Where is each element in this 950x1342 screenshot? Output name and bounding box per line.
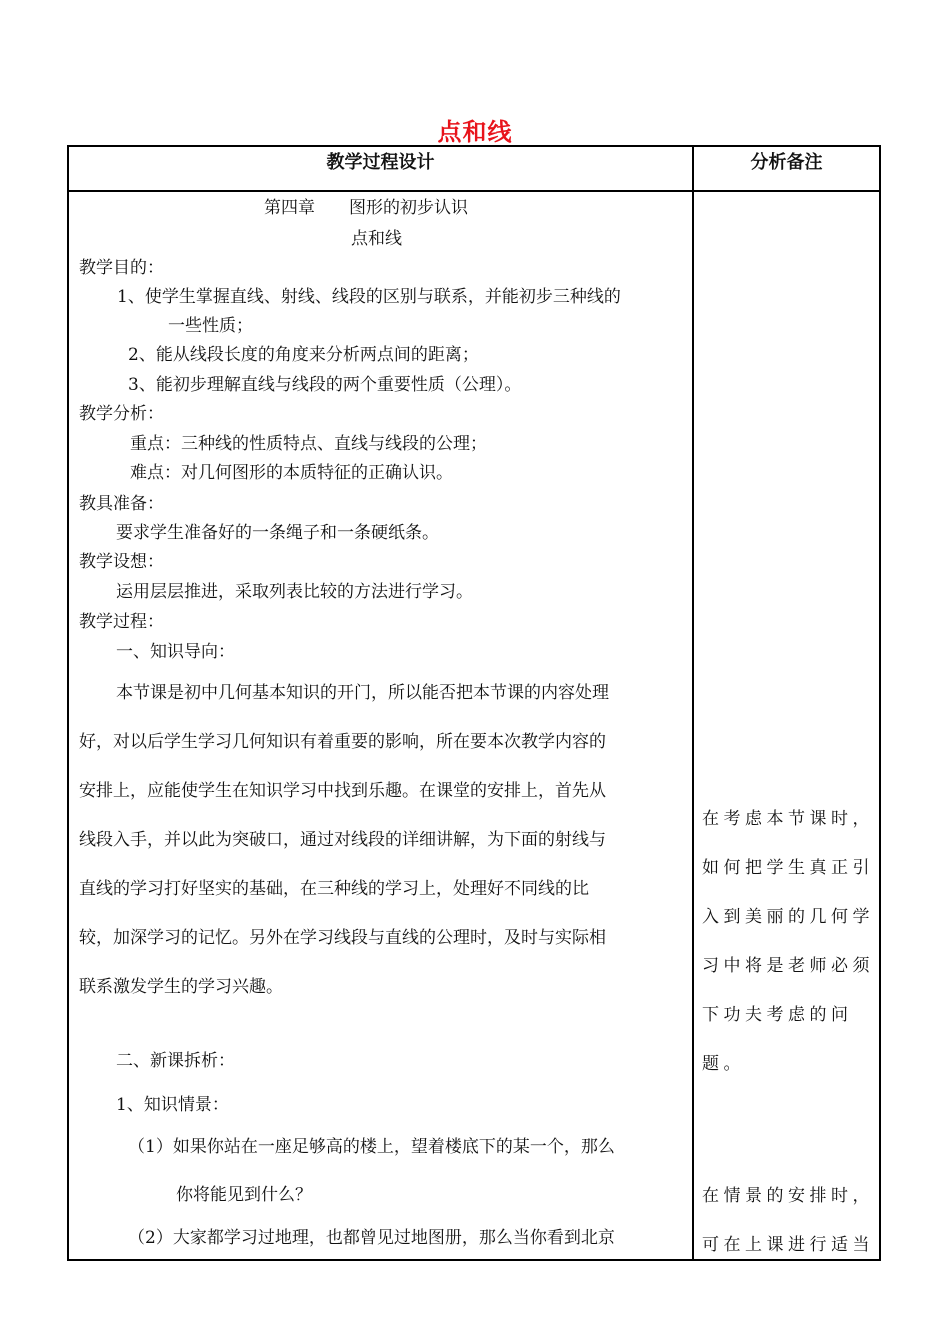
section-2-heading: 二、新课拆析： <box>116 1051 235 1071</box>
note-line: 在情景的安排时， <box>702 1186 874 1206</box>
objective-1: 1、使学生掌握直线、射线、线段的区别与联系，并能初步三种线的 <box>117 287 621 307</box>
paragraph-line: 联系激发学生的学习兴趣。 <box>79 977 283 997</box>
paragraph-line: 好，对以后学生学习几何知识有着重要的影响，所在要本次教学内容的 <box>79 732 606 752</box>
objectives-heading: 教学目的： <box>79 258 164 278</box>
note-line: 习中将是老师必须 <box>702 956 874 976</box>
question-1-continued: 你将能见到什么？ <box>176 1185 312 1205</box>
concept-text: 运用层层推进，采取列表比较的方法进行学习。 <box>116 582 473 602</box>
paragraph-line: 直线的学习打好坚实的基础，在三种线的学习上，处理好不同线的比 <box>79 879 589 899</box>
note-line: 题。 <box>702 1054 745 1074</box>
tools-text: 要求学生准备好的一条绳子和一条硬纸条。 <box>116 523 439 543</box>
process-heading: 教学过程： <box>79 612 164 632</box>
intro-paragraph <box>79 669 681 1012</box>
key-point: 重点：三种线的性质特点、直线与线段的公理； <box>130 434 487 454</box>
objective-1-continued: 一些性质； <box>168 316 253 336</box>
paragraph-line: 较，加深学习的记忆。另外在学习线段与直线的公理时，及时与实际相 <box>79 928 606 948</box>
analysis-note-1 <box>702 795 872 1089</box>
note-line: 下功夫考虑的问 <box>702 1005 853 1025</box>
chapter-heading: 第四章 图形的初步认识 <box>264 198 468 218</box>
analysis-heading: 教学分析： <box>79 404 164 424</box>
note-line: 可在上课进行适当 <box>702 1235 874 1255</box>
notes-column-header: 分析备注 <box>750 152 823 173</box>
page-title: 点和线 <box>437 118 513 146</box>
header-divider <box>69 190 879 192</box>
objective-3: 3、能初步理解直线与线段的两个重要性质（公理）。 <box>128 375 522 395</box>
question-1: （1）如果你站在一座足够高的楼上，望着楼底下的某一个，那么 <box>128 1137 615 1157</box>
paragraph-line: 安排上，应能使学生在知识学习中找到乐趣。在课堂的安排上，首先从 <box>79 781 606 801</box>
objective-2: 2、能从线段长度的角度来分析两点间的距离； <box>128 345 479 365</box>
section-1-heading: 一、知识导向： <box>116 642 235 662</box>
concept-heading: 教学设想： <box>79 552 164 572</box>
lesson-subtitle: 点和线 <box>351 229 402 249</box>
tools-heading: 教具准备： <box>79 494 164 514</box>
column-divider <box>692 147 694 1259</box>
subsection-1-heading: 1、知识情景： <box>116 1095 229 1115</box>
note-line: 在考虑本节课时， <box>702 809 874 829</box>
note-line: 入到美丽的几何学 <box>702 907 874 927</box>
question-2: （2）大家都学习过地理，也都曾见过地图册，那么当你看到北京 <box>128 1228 615 1248</box>
main-column-header: 教学过程设计 <box>326 152 435 173</box>
paragraph-line: 本节课是初中几何基本知识的开门，所以能否把本节课的内容处理 <box>116 683 609 703</box>
difficulty-point: 难点：对几何图形的本质特征的正确认识。 <box>130 463 453 483</box>
note-line: 如何把学生真正引 <box>702 858 874 878</box>
analysis-note-2 <box>702 1172 872 1270</box>
paragraph-line: 线段入手，并以此为突破口，通过对线段的详细讲解，为下面的射线与 <box>79 830 606 850</box>
